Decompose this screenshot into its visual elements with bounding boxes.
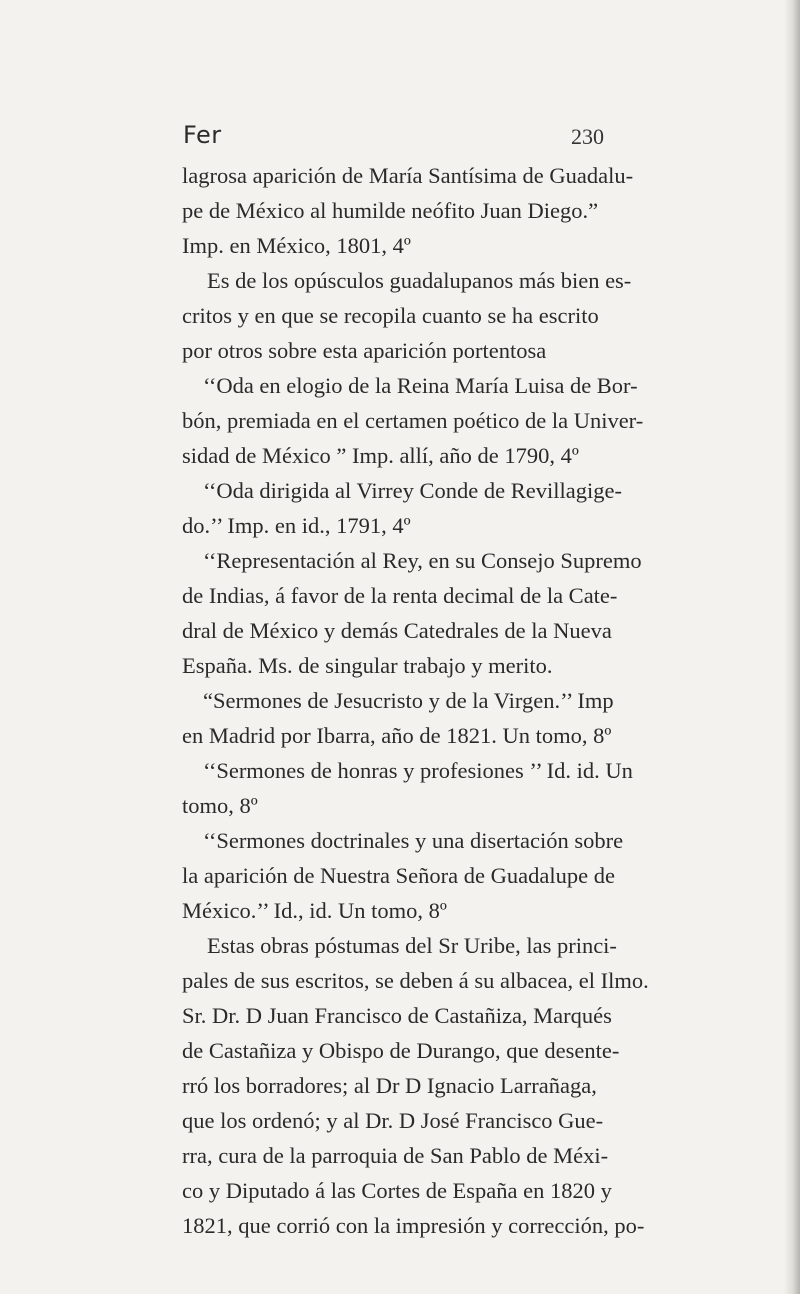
text-line: México.’’ Id., id. Un tomo, 8º: [182, 898, 447, 923]
text-line: “Sermones de Jesucristo y de la Virgen.’’ Imp: [203, 688, 614, 713]
text-line: Es de los opúsculos guadalupanos más bien es-: [207, 268, 632, 293]
text-line: do.’’ Imp. en id., 1791, 4º: [182, 513, 411, 538]
text-line: por otros sobre esta aparición portentosa: [182, 338, 547, 363]
text-line: bón, premiada en el certamen poético de la Univer-: [182, 408, 644, 433]
text-line: tomo, 8º: [182, 793, 258, 818]
text-line: ‘‘Oda en elogio de la Reina María Luisa de Bor-: [203, 373, 638, 398]
text-line: pales de sus escritos, se deben á su albacea, el Ilmo.: [182, 968, 649, 993]
text-line: dral de México y demás Catedrales de la Nueva: [182, 618, 612, 643]
text-line: en Madrid por Ibarra, año de 1821. Un tomo, 8º: [182, 723, 612, 748]
text-line: co y Diputado á las Cortes de España en 1820 y: [182, 1178, 612, 1203]
text-line: pe de México al humilde neófito Juan Diego.”: [182, 198, 599, 223]
text-line: Estas obras póstumas del Sr Uribe, las princi-: [207, 933, 617, 958]
text-line: de Castañiza y Obispo de Durango, que desente-: [182, 1038, 620, 1063]
text-line: critos y en que se recopila cuanto se ha escrito: [182, 303, 599, 328]
text-line: que los ordenó; y al Dr. D José Francisco Gue-: [182, 1108, 604, 1133]
text-line: ‘‘Sermones doctrinales y una disertación sobre: [203, 828, 624, 853]
text-line: Imp. en México, 1801, 4º: [182, 233, 411, 258]
text-line: España. Ms. de singular trabajo y merito.: [182, 653, 553, 678]
text-line: lagrosa aparición de María Santísima de Guadalu-: [182, 163, 634, 188]
text-line: de Indias, á favor de la renta decimal de la Cate-: [182, 583, 618, 608]
text-line: ‘‘Sermones de honras y profesiones ’’ Id. id. Un: [203, 758, 633, 783]
text-line: Sr. Dr. D Juan Francisco de Castañiza, Marqués: [182, 1003, 612, 1028]
text-line: ‘‘Representación al Rey, en su Consejo Supremo: [203, 548, 642, 573]
text-line: 1821, que corrió con la impresión y corrección, po-: [182, 1213, 645, 1238]
running-head: Fer: [183, 121, 222, 149]
text-line: ‘‘Oda dirigida al Virrey Conde de Revillagige-: [203, 478, 622, 503]
text-line: sidad de México ” Imp. allí, año de 1790, 4º: [182, 443, 579, 468]
text-line: rró los borradores; al Dr D Ignacio Larrañaga,: [182, 1073, 597, 1098]
page-number: 230: [571, 124, 604, 149]
text-line: rra, cura de la parroquia de San Pablo de Méxi-: [182, 1143, 609, 1168]
text-line: la aparición de Nuestra Señora de Guadalupe de: [182, 863, 615, 888]
